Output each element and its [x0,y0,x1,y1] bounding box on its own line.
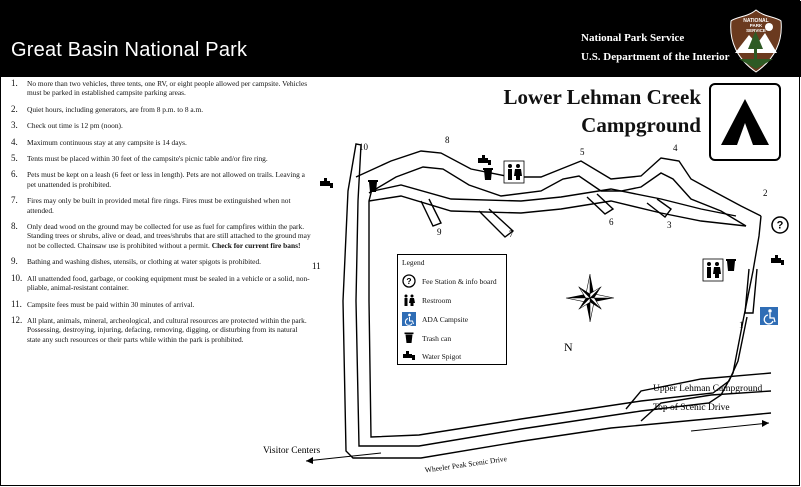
site-number-10: 10 [359,142,368,152]
rule-text [27,121,123,130]
arrowhead-right-icon [762,420,769,427]
rule-item [11,222,311,250]
rule-number: 1. [11,78,18,88]
rule-text [27,105,203,114]
site-number-9: 9 [437,227,442,237]
rule-item [11,316,311,344]
rule-number: 3. [11,120,18,131]
rule-text [27,222,311,250]
rule-number: 10. [11,272,23,283]
water-spigot-icon [320,178,333,188]
rule-text [27,274,311,293]
visitor-centers-label: Visitor Centers [263,446,321,456]
legend-item-spigot [402,348,461,364]
rule-text [27,154,268,163]
rule-item [11,300,311,309]
fee-station-icon [402,274,416,288]
rule-number: 4. [11,136,18,147]
park-title: Great Basin National Park [11,39,248,61]
logo-text-3: SERVICE [746,28,766,33]
spur-3 [647,199,671,217]
scenic-top-label: Top of Scenic Drive [653,403,730,413]
rule-body: Campsite fees must be paid within 30 minutes of arrival. [27,299,195,309]
rule-item [11,121,311,130]
rule-number: 8. [11,221,18,232]
legend-title: Legend [402,258,425,267]
rule-item [11,138,311,147]
campground-rules [11,79,311,351]
loop-north-outer [356,151,761,216]
site-number-11: 11 [312,261,321,271]
legend-label: Trash can [422,333,452,343]
loop-south-inner [373,185,736,216]
rule-body: Tents must be placed within 30 feet of the campsite's picnic table and/or fire ring. [27,154,268,164]
direction-arrow-right [691,423,769,431]
rule-item [11,154,311,163]
rule-number: 11. [11,298,22,309]
rule-body: Maximum continuous stay at any campsite is 14 days. [27,137,187,147]
logo-text-1: NATIONAL [743,18,769,24]
site-number-5: 5 [580,147,585,157]
site-numbers [312,135,768,330]
header-bar [1,1,801,77]
nps-arrowhead-logo [729,9,783,73]
agency-name: National Park Service [581,32,685,44]
rule-body: All unattended food, garbage, or cooking equipment must be sealed in a vehicle or a solid, non-pliable, animal-resistant container. [27,273,310,293]
legend-label: ADA Campsite [422,314,469,324]
trash-can-icon [402,331,416,345]
trash-can-icon [483,168,493,180]
site-number-3: 3 [667,220,672,230]
site-number-2: 2 [763,188,768,198]
north-label: N [564,340,573,354]
rule-body: No more than two vehicles, three tents, one RV, or eight people allowed per campsite. Vehicles must be parked in established campsite parking areas. [27,79,308,98]
scenic-drive-label: Wheeler Peak Scenic Drive [424,454,508,475]
site-number-1: 1 [739,320,744,330]
rule-body: All plant, animals, mineral, archeological, and cultural resources are protected within the park. Possessing, destroying, injuring, defacing, removing, digging, or disturbing from its natural state any such resources or their parts while within the park is prohibited. [27,315,307,344]
rule-text [27,138,187,147]
campground-symbol [709,83,781,161]
rule-body: Quiet hours, including generators, are from 8 p.m. to 8 a.m. [27,104,204,114]
rule-item [11,196,311,215]
spur-1 [745,269,757,313]
trash-can-icon [726,259,736,271]
rule-text [27,79,311,98]
compass-rose [566,274,614,322]
campground-title [471,83,701,139]
legend-item-ada [402,311,468,327]
rule-body: Pets must be kept on a leash (6 feet or less in length). Pets are not allowed on trails. Leaving a pet unattended is prohibited. [27,170,305,189]
ada-icon [402,312,416,326]
svg-text:?: ? [406,276,412,286]
upper-campground-label: Upper Lehman Campground [653,384,763,394]
rule-text [27,300,195,309]
site-number-7: 7 [509,229,514,239]
svg-text:?: ? [776,219,784,232]
department-name: U.S. Department of the Interior [581,51,730,63]
arrowhead-left-icon [306,457,313,464]
tent-icon [711,85,779,159]
rule-emphasis: Check for current fire bans! [211,240,301,250]
water-spigot-icon [771,255,784,265]
rule-item [11,257,311,266]
rule-item [11,79,311,98]
legend-label: Water Spigot [422,351,462,361]
rule-number: 9. [11,256,18,267]
rule-body: Check out time is 12 pm (noon). [27,121,123,131]
restroom-icon [703,259,723,281]
rule-number: 5. [11,153,18,164]
logo-text-2: PARK [749,23,763,28]
agency-block [581,29,729,67]
rule-number: 7. [11,195,18,206]
rule-number: 2. [11,103,18,114]
campground-title-line1: Lower Lehman Creek [503,85,701,109]
rule-number: 6. [11,169,18,180]
rule-item [11,105,311,114]
rule-body: Bathing and washing dishes, utensils, or clothing at water spigots is prohibited. [27,257,262,267]
restroom-icon [504,161,524,183]
water-spigot-icon [402,349,416,363]
rule-text [27,170,311,189]
rule-item [11,170,311,189]
map-legend [397,254,507,365]
site-number-8: 8 [445,135,450,145]
fee-station-icon [772,217,788,233]
rule-body: Fires may only be built in provided metal fire rings. Fires must be extinguished when not attended. [27,196,291,215]
ada-icon [760,307,778,325]
restroom-icon [402,293,416,307]
rule-number: 12. [11,314,23,325]
legend-item-trash [402,330,451,346]
campground-title-line2: Campground [581,113,701,137]
legend-item-fee-station [402,273,497,289]
rule-item [11,274,311,293]
rule-text [27,196,311,215]
rule-body: Only dead wood on the ground may be collected for use as fuel for campfires within the park. Standing trees or shrubs, alive or dead, and trees/shrubs that are still attached to the ground may not be collected. Chainsaw use is prohibited without a permit. [27,222,311,250]
site-number-4: 4 [673,143,678,153]
legend-label: Fee Station & info board [422,276,497,286]
rule-text [27,316,311,344]
rule-text [27,257,261,266]
site-number-6: 6 [609,217,614,227]
water-spigot-icon [478,155,491,165]
legend-label: Restroom [422,295,452,305]
legend-item-restroom [402,292,451,308]
